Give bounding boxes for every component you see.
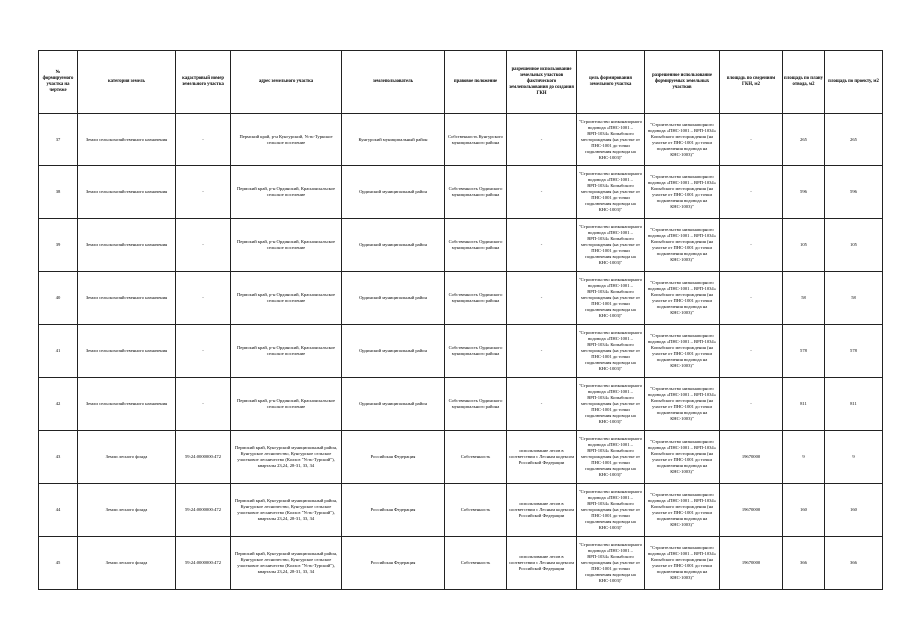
cell-area-project: 9 [825, 431, 883, 484]
cell-area-plan: 366 [783, 537, 825, 590]
table-header-row [39, 51, 883, 114]
table-row [39, 325, 883, 378]
cell-usage-before: использование лесов в соответствии с Лесным кодексом Российской Федерации [507, 537, 577, 590]
cell-area-project: 578 [825, 325, 883, 378]
col-header-address: адрес земельного участка [231, 51, 342, 114]
cell-area-project: 811 [825, 378, 883, 431]
cell-purpose: "Строительство низконапорного водовода «ПНС-1001 – ВРП-1034» Копыбского месторождения (на участке от ПНС-1001 до точки подключения водовода на КНС-1003)" [577, 537, 645, 590]
cell-category: Земли сельскохозяйственного назначения [78, 114, 176, 166]
col-header-permitted: разрешенное использование формируемых земельных участков [645, 51, 720, 114]
table-row [39, 537, 883, 590]
cell-number: 39 [39, 219, 78, 272]
cell-area-gkn: - [720, 114, 783, 166]
cell-permitted: "Строительство низконапорного водовода «ПНС-1001 – ВРП-1034» Копыбского месторождения (на участке от ПНС-1001 до точки подключения водовода на КНС-1003)" [645, 378, 720, 431]
cell-usage-before: - [507, 114, 577, 166]
cell-area-gkn: - [720, 325, 783, 378]
cell-area-gkn: - [720, 378, 783, 431]
cell-area-plan: 9 [783, 431, 825, 484]
cell-area-project: 265 [825, 114, 883, 166]
cell-user: Ординский муниципальный район [342, 272, 445, 325]
cell-purpose: "Строительство низконапорного водовода «ПНС-1001 – ВРП-1034» Копыбского месторождения (на участке от ПНС-1001 до точки подключения водовода на КНС-1003)" [577, 272, 645, 325]
cell-usage-before: - [507, 272, 577, 325]
col-header-legal: правовое положение [445, 51, 507, 114]
cell-legal: Собственность [445, 537, 507, 590]
col-header-usage-before: разрешенное использование земельных участков фактического землепользования до создания ГКН [507, 51, 577, 114]
cell-number: 42 [39, 378, 78, 431]
cell-number: 41 [39, 325, 78, 378]
cell-address: Пермский край, Кунгурский муниципальный район, Кунгурское лесничество, Кунгурское сельское участковое лесничество (Колхоз "Усть-Турский"), кварталы 23,24, 28-31, 33, 34 [231, 537, 342, 590]
cell-cadastral: - [176, 114, 231, 166]
cell-purpose: "Строительство низконапорного водовода «ПНС-1001 – ВРП-1034» Копыбского месторождения (на участке от ПНС-1001 до точки подключения водовода на КНС-1003)" [577, 378, 645, 431]
cell-area-plan: 596 [783, 166, 825, 219]
cell-user: Ординский муниципальный район [342, 325, 445, 378]
col-header-category: категория земель [78, 51, 176, 114]
cell-area-plan: 811 [783, 378, 825, 431]
cell-category: Земли сельскохозяйственного назначения [78, 219, 176, 272]
cell-area-gkn: - [720, 219, 783, 272]
cell-legal: Собственность Ординского муниципального района [445, 166, 507, 219]
cell-permitted: "Строительство низконапорного водовода «ПНС-1001 – ВРП-1034» Копыбского месторождения (на участке от ПНС-1001 до точки подключения водовода на КНС-1003)" [645, 166, 720, 219]
cell-permitted: "Строительство низконапорного водовода «ПНС-1001 – ВРП-1034» Копыбского месторождения (на участке от ПНС-1001 до точки подключения водовода на КНС-1003)" [645, 484, 720, 537]
cell-purpose: "Строительство низконапорного водовода «ПНС-1001 – ВРП-1034» Копыбского месторождения (на участке от ПНС-1001 до точки подключения водовода на КНС-1003)" [577, 484, 645, 537]
cell-address: Пермский край, р-н Ординский, Красноясыльское сельское поселение [231, 272, 342, 325]
cell-address: Пермский край, р-н Ординский, Красноясыльское сельское поселение [231, 378, 342, 431]
cell-number: 45 [39, 537, 78, 590]
cell-user: Российская Федерация [342, 484, 445, 537]
cell-legal: Собственность Ординского муниципального района [445, 272, 507, 325]
cell-user: Ординский муниципальный район [342, 378, 445, 431]
table-row [39, 166, 883, 219]
table-row [39, 272, 883, 325]
cell-category: Земли сельскохозяйственного назначения [78, 166, 176, 219]
cell-number: 43 [39, 431, 78, 484]
cell-area-plan: 578 [783, 325, 825, 378]
cell-area-gkn: 19670000 [720, 537, 783, 590]
cell-user: Кунгурский муниципальный район [342, 114, 445, 166]
table-row [39, 219, 883, 272]
cell-category: Земли лесного фонда [78, 484, 176, 537]
cell-area-project: 105 [825, 219, 883, 272]
cell-user: Российская Федерация [342, 537, 445, 590]
cell-cadastral: 59:24:0000000:472 [176, 484, 231, 537]
cell-usage-before: - [507, 219, 577, 272]
cell-category: Земли лесного фонда [78, 537, 176, 590]
land-plots-sheet [38, 50, 879, 590]
cell-area-gkn: - [720, 272, 783, 325]
cell-address: Пермский край, р-н Ординский, Красноясыльское сельское поселение [231, 219, 342, 272]
table-row [39, 431, 883, 484]
land-plots-table [38, 50, 883, 590]
cell-purpose: "Строительство низконапорного водовода «ПНС-1001 – ВРП-1034» Копыбского месторождения (на участке от ПНС-1001 до точки подключения водовода на КНС-1003)" [577, 325, 645, 378]
cell-address: Пермский край, р-н Ординский, Красноясыльское сельское поселение [231, 166, 342, 219]
cell-number: 44 [39, 484, 78, 537]
table-row [39, 378, 883, 431]
cell-permitted: "Строительство низконапорного водовода «ПНС-1001 – ВРП-1034» Копыбского месторождения (на участке от ПНС-1001 до точки подключения водовода на КНС-1003)" [645, 219, 720, 272]
cell-area-plan: 265 [783, 114, 825, 166]
cell-address: Пермский край, р-н Ординский, Красноясыльское сельское поселение [231, 325, 342, 378]
cell-cadastral: - [176, 272, 231, 325]
cell-cadastral: - [176, 378, 231, 431]
cell-usage-before: использование лесов в соответствии с Лесным кодексом Российской Федерации [507, 484, 577, 537]
cell-category: Земли лесного фонда [78, 431, 176, 484]
cell-purpose: "Строительство низконапорного водовода «ПНС-1001 – ВРП-1034» Копыбского месторождения (на участке от ПНС-1001 до точки подключения водовода на КНС-1003)" [577, 219, 645, 272]
col-header-area-project: площадь по проекту, м2 [825, 51, 883, 114]
cell-permitted: "Строительство низконапорного водовода «ПНС-1001 – ВРП-1034» Копыбского месторождения (на участке от ПНС-1001 до точки подключения водовода на КНС-1003)" [645, 537, 720, 590]
cell-permitted: "Строительство низконапорного водовода «ПНС-1001 – ВРП-1034» Копыбского месторождения (на участке от ПНС-1001 до точки подключения водовода на КНС-1003)" [645, 114, 720, 166]
cell-area-project: 596 [825, 166, 883, 219]
cell-area-plan: 58 [783, 272, 825, 325]
cell-user: Ординский муниципальный район [342, 219, 445, 272]
cell-category: Земли сельскохозяйственного назначения [78, 378, 176, 431]
col-header-user: землепользователь [342, 51, 445, 114]
cell-legal: Собственность Ординского муниципального района [445, 378, 507, 431]
cell-address: Пермский край, Кунгурский муниципальный район, Кунгурское лесничество, Кунгурское сельское участковое лесничество (Колхоз "Усть-Турский"), кварталы 23,24, 28-31, 33, 34 [231, 431, 342, 484]
cell-area-plan: 160 [783, 484, 825, 537]
cell-address: Пермский край, Кунгурский муниципальный район, Кунгурское лесничество, Кунгурское сельское участковое лесничество (Колхоз "Усть-Турский"), кварталы 23,24, 28-31, 33, 34 [231, 484, 342, 537]
cell-usage-before: - [507, 166, 577, 219]
cell-user: Российская Федерация [342, 431, 445, 484]
cell-area-project: 160 [825, 484, 883, 537]
cell-legal: Собственность [445, 484, 507, 537]
cell-cadastral: - [176, 166, 231, 219]
cell-permitted: "Строительство низконапорного водовода «ПНС-1001 – ВРП-1034» Копыбского месторождения (на участке от ПНС-1001 до точки подключения водовода на КНС-1003)" [645, 272, 720, 325]
cell-area-gkn: 19670000 [720, 484, 783, 537]
cell-area-gkn: 19670000 [720, 431, 783, 484]
table-row [39, 114, 883, 166]
cell-number: 37 [39, 114, 78, 166]
cell-purpose: "Строительство низконапорного водовода «ПНС-1001 – ВРП-1034» Копыбского месторождения (на участке от ПНС-1001 до точки подключения водовода на КНС-1003)" [577, 431, 645, 484]
col-header-area-gkn: площадь по сведениям ГКН, м2 [720, 51, 783, 114]
cell-category: Земли сельскохозяйственного назначения [78, 272, 176, 325]
cell-cadastral: - [176, 219, 231, 272]
cell-user: Ординский муниципальный район [342, 166, 445, 219]
cell-area-plan: 105 [783, 219, 825, 272]
cell-address: Пермский край, р-н Кунгурский, Усть-Туркское сельское поселение [231, 114, 342, 166]
cell-number: 38 [39, 166, 78, 219]
cell-legal: Собственность Ординского муниципального района [445, 219, 507, 272]
cell-purpose: "Строительство низконапорного водовода «ПНС-1001 – ВРП-1034» Копыбского месторождения (на участке от ПНС-1001 до точки подключения водовода на КНС-1003)" [577, 166, 645, 219]
cell-cadastral: 59:24:0000000:472 [176, 537, 231, 590]
cell-usage-before: - [507, 378, 577, 431]
cell-legal: Собственность Ординского муниципального района [445, 325, 507, 378]
col-header-purpose: цель формирования земельного участка [577, 51, 645, 114]
cell-category: Земли сельскохозяйственного назначения [78, 325, 176, 378]
cell-usage-before: использование лесов в соответствии с Лесным кодексом Российской Федерации [507, 431, 577, 484]
cell-legal: Собственность [445, 431, 507, 484]
cell-area-project: 366 [825, 537, 883, 590]
col-header-cadastral: кадастровый номер земельного участка [176, 51, 231, 114]
cell-area-gkn: - [720, 166, 783, 219]
table-row [39, 484, 883, 537]
cell-number: 40 [39, 272, 78, 325]
cell-cadastral: - [176, 325, 231, 378]
cell-cadastral: 59:24:0000000:472 [176, 431, 231, 484]
cell-purpose: "Строительство низконапорного водовода «ПНС-1001 – ВРП-1034» Копыбского месторождения (на участке от ПНС-1001 до точки подключения водовода на КНС-1003)" [577, 114, 645, 166]
col-header-area-plan: площадь по плану отвода, м2 [783, 51, 825, 114]
cell-legal: Собственность Кунгурского муниципального района [445, 114, 507, 166]
cell-permitted: "Строительство низконапорного водовода «ПНС-1001 – ВРП-1034» Копыбского месторождения (на участке от ПНС-1001 до точки подключения водовода на КНС-1003)" [645, 325, 720, 378]
cell-area-project: 58 [825, 272, 883, 325]
col-header-number: № формируемого участка на чертеже [39, 51, 78, 114]
cell-permitted: "Строительство низконапорного водовода «ПНС-1001 – ВРП-1034» Копыбского месторождения (на участке от ПНС-1001 до точки подключения водовода на КНС-1003)" [645, 431, 720, 484]
cell-usage-before: - [507, 325, 577, 378]
